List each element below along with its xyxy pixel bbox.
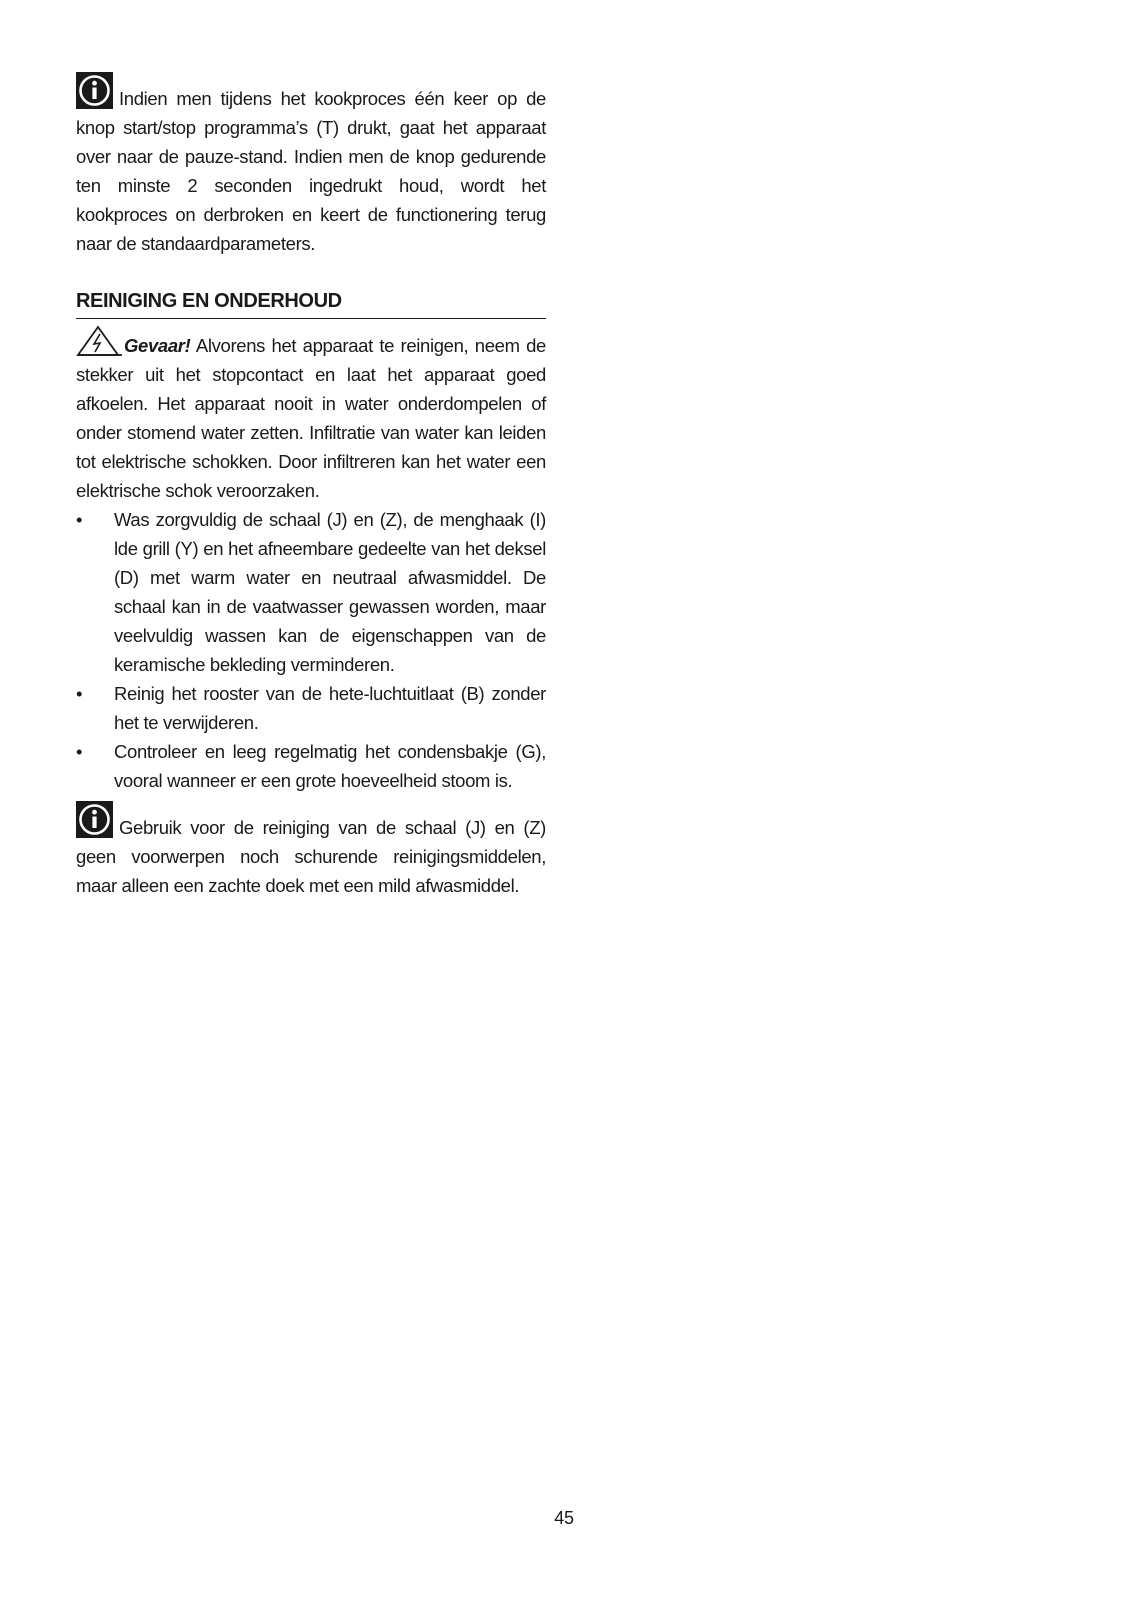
info-note-2 (76, 801, 546, 900)
warning-paragraph (76, 325, 546, 505)
bullet-symbol: • (76, 741, 83, 762)
danger-electric-icon (76, 325, 122, 357)
info-icon (76, 801, 113, 838)
list-item-text: Controleer en leeg regelmatig het condensbakje (G), vooral wanneer er een grote hoeveelheid stoom is. (114, 741, 546, 791)
bullet-symbol: • (76, 683, 83, 704)
info-note-1-text: Indien men tijdens het kookproces één keer op de knop start/stop programma’s (T) drukt, gaat het apparaat over naar de pauze-stand. Indien men de knop gedurende ten minste 2 seconden ingedrukt houd, wordt het kookproces on derbroken en keert de functionering terug naar de standaardparameters. (76, 88, 546, 254)
warning-text: Alvorens het apparaat te reinigen, neem de stekker uit het stopcontact en laat het apparaat goed afkoelen. Het apparaat nooit in water onderdompelen of onder stomend water zetten. Infiltratie van water kan leiden tot elektrische schokken. Door infiltreren kan het water een elektrische schok veroorzaken. (76, 335, 546, 501)
info-note-2-text: Gebruik voor de reiniging van de schaal (J) en (Z) geen voorwerpen noch schurende reinigingsmiddelen, maar alleen een zachte doek met een mild afwasmiddel. (76, 817, 546, 896)
list-item-text: Reinig het rooster van de hete-luchtuitlaat (B) zonder het te verwijderen. (114, 683, 546, 733)
list-item-text: Was zorgvuldig de schaal (J) en (Z), de menghaak (I) lde grill (Y) en het afneembare gedeelte van het deksel (D) met warm water en neutraal afwasmiddel. De schaal kan in de vaatwasser gewassen worden, maar veelvuldig wassen kan de eigenschappen van de keramische bekleding verminderen. (114, 509, 546, 675)
page-number: 45 (554, 1508, 574, 1528)
section-heading: REINIGING EN ONDERHOUD (76, 288, 546, 319)
list-item (76, 737, 546, 795)
content-column (76, 72, 546, 900)
bullet-symbol: • (76, 509, 83, 530)
info-icon (76, 72, 113, 109)
list-item (76, 505, 546, 679)
info-note-1 (76, 72, 546, 258)
list-item (76, 679, 546, 737)
cleaning-instructions-list (76, 505, 546, 795)
warning-label: Gevaar! (124, 335, 191, 356)
